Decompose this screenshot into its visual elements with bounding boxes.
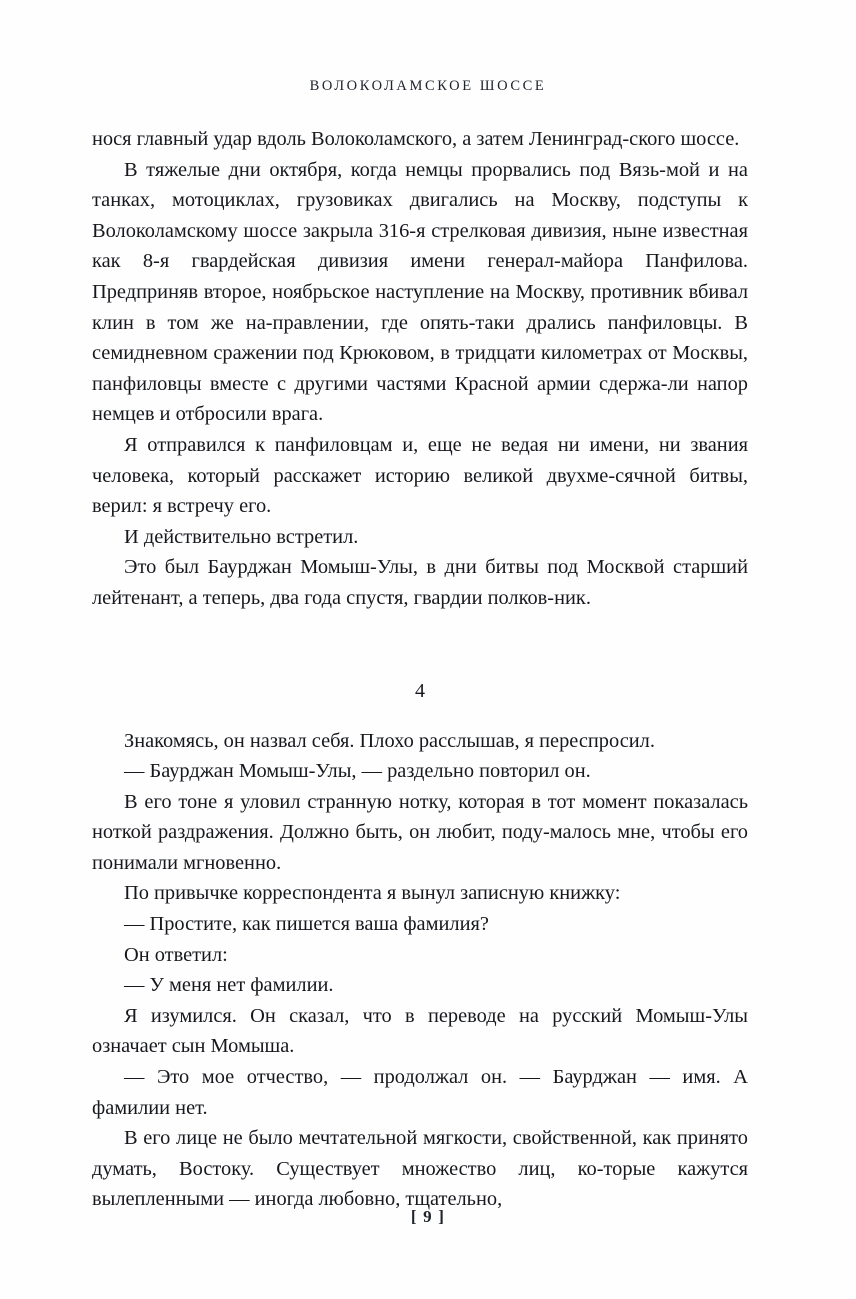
page-text-block <box>92 124 748 1215</box>
section-spacer-below <box>92 706 748 726</box>
paragraph: По привычке корреспондента я вынул записную книжку: <box>124 882 621 905</box>
paragraph: ноcя главный удар вдоль Волоколамского, а затем Ленинград-ского шоссе. <box>92 128 740 150</box>
paragraph: В его тоне я уловил странную нотку, которая в тот момент показалась ноткой раздражения. Должно быть, он любит, поду-малось мне, чтобы его понимали мгновенно. <box>92 790 748 874</box>
paragraph: — Простите, как пишется ваша фамилия? <box>124 913 489 936</box>
paragraph: В тяжелые дни октября, когда немцы прорвались под Вязь-мой и на танках, мотоциклах, грузовиках двигались на Москву, подступы к Волоколамскому шоссе закрыла 316-я стрелковая дивизия, ныне известная как 8-я гвардейская дивизия имени генерал-майора Панфилова. Предприняв второе, ноябрьское наступление на Москву, противник вбивал клин в том же на-правлении, где опять-таки дрались панфиловцы. В семидневном сражении под Крюковом, в тридцати километрах от Москвы, панфиловцы вместе с другими частями Красной армии сдержа-ли напор немцев и отбросили врага. <box>92 158 748 426</box>
paragraph: Знакомясь, он назвал себя. Плохо расслышав, я переспросил. <box>124 729 655 752</box>
section-number: 4 <box>415 679 425 702</box>
paragraph: Это был Баурджан Момыш-Улы, в дни битвы под Москвой старший лейтенант, а теперь, два года спустя, гвардии полков-ник. <box>92 556 748 609</box>
paragraph: Я изумился. Он сказал, что в переводе на русский Момыш-Улы означает сын Момыша. <box>92 1004 748 1058</box>
page-number: [ 9 ] <box>410 1207 446 1226</box>
running-head: ВОЛОКОЛАМСКОЕ ШОССЕ <box>309 78 547 94</box>
paragraph: Я отправился к панфиловцам и, еще не ведая ни имени, ни звания человека, который расскажет историю великой двухме-сячной битвы, верил: я встречу его. <box>92 433 748 518</box>
paragraph: И действительно встретил. <box>124 525 359 548</box>
section-spacer-above <box>92 614 748 676</box>
paragraph: В его лице не было мечтательной мягкости, свойственной, как принято думать, Востоку. Существует множество лиц, ко-торые кажутся вылепленными — иногда любовно, тщательно, <box>92 1127 748 1211</box>
paragraph: — У меня нет фамилии. <box>124 974 334 997</box>
paragraph: Он ответил: <box>124 943 228 966</box>
paragraph: — Это мое отчество, — продолжал он. — Баурджан — имя. А фамилии нет. <box>92 1066 748 1119</box>
paragraph: — Баурджан Момыш-Улы, — раздельно повторил он. <box>124 760 591 783</box>
